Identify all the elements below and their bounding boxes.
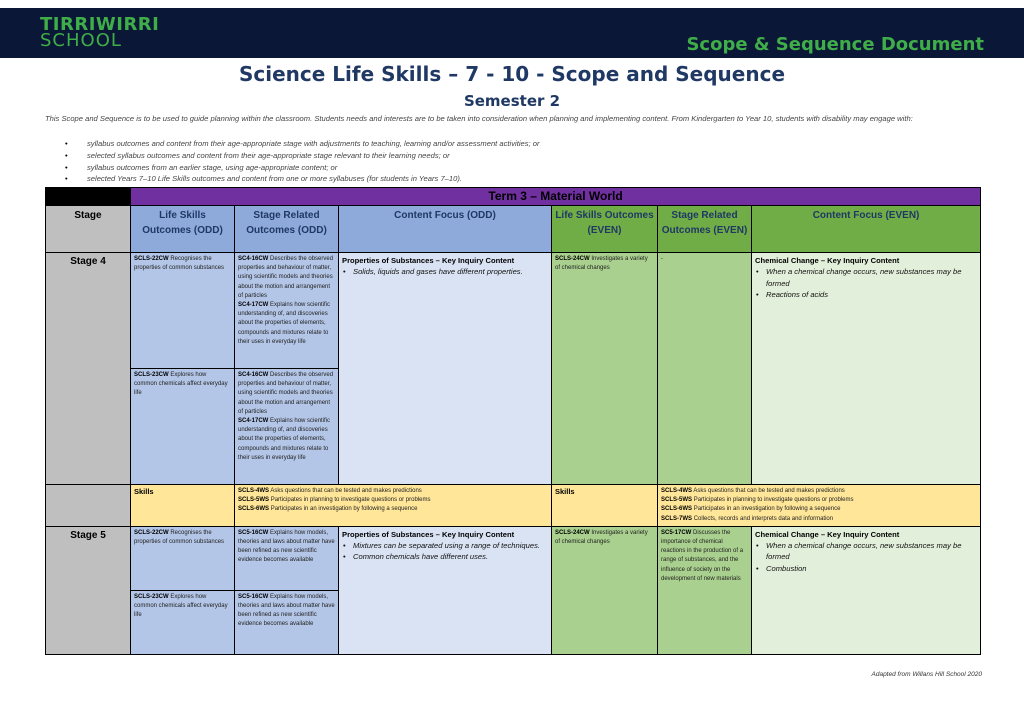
skills-odd — [235, 485, 552, 527]
stage5-ls-outcome-even — [552, 526, 658, 654]
stage-4-label: Stage 4 — [46, 253, 131, 485]
header-stage: Stage — [46, 206, 131, 253]
outcome-text: Explores how common chemicals affect everyday life — [134, 593, 228, 619]
content-focus-item: • Mixtures can be separated using a range of techniques. — [342, 540, 548, 552]
content-focus-item: • Solids, liquids and gases have different properties. — [342, 266, 548, 278]
stage5-content-focus-even — [752, 526, 981, 654]
header-row — [46, 206, 981, 253]
outcome-code: SCLS-23CW — [134, 372, 169, 378]
corner-cell — [46, 188, 131, 206]
content-focus-list — [342, 540, 548, 563]
skill-line: SCLS-7WS Collects, records and interprets data and information — [661, 515, 834, 522]
stage-5-label: Stage 5 — [46, 526, 131, 654]
header-sr-odd: Stage Related Outcomes (ODD) — [235, 206, 339, 253]
table-row — [46, 253, 981, 369]
stage5-ls-outcome-2 — [131, 590, 235, 654]
content-focus-list — [755, 266, 977, 301]
header-ls-even: Life Skills Outcomes (EVEN) — [552, 206, 658, 253]
outcome-text: Explains how scientific understanding of, and discoveries about the properties of elements, compounds and mixtures relate to their uses in everyday life — [238, 302, 331, 345]
skills-even — [658, 485, 981, 527]
outcome-text: Investigates a variety of chemical changes — [555, 529, 648, 546]
stage4-content-focus-even — [752, 253, 981, 485]
outcome-text: Describes the observed properties and behaviour of matter, using scientific models and theories about the motion and arrangement of particles — [238, 372, 334, 415]
stage5-sr-outcome-2 — [235, 590, 339, 654]
outcome-code: SC4-17CW — [238, 302, 269, 309]
content-focus-item: • When a chemical change occurs, new substances may be formed — [755, 540, 977, 563]
header-sr-even: Stage Related Outcomes (EVEN) — [658, 206, 752, 253]
school-logo — [40, 14, 160, 51]
intro-bullet: • syllabus outcomes from an earlier stage, using age-appropriate content; or — [65, 162, 965, 174]
outcome-text: Explains how models, theories and laws about matter have been refined as new scientific evidence becomes available — [238, 593, 335, 628]
outcome-text: Describes the observed properties and behaviour of matter, using scientific models and theories about the motion and arrangement of particles — [238, 256, 334, 299]
outcome-code: SC5-17CW — [661, 529, 692, 536]
term-title: Term 3 – Material World — [131, 188, 981, 206]
term-row — [46, 188, 981, 206]
content-focus-item: • When a chemical change occurs, new substances may be formed — [755, 266, 977, 289]
intro-bullet-list — [65, 138, 965, 185]
skill-line: SCLS-5WS Participates in planning to investigate questions or problems — [238, 497, 431, 504]
stage4-ls-outcome-2 — [131, 369, 235, 485]
stage4-ls-outcome-1 — [131, 253, 235, 369]
outcome-code: SCLS-24CW — [555, 529, 590, 536]
outcome-text: Investigates a variety of chemical changes — [555, 256, 648, 272]
content-focus-item: • Combustion — [755, 563, 977, 575]
outcome-code: SC4-17CW — [238, 418, 269, 425]
header-ls-odd: Life Skills Outcomes (ODD) — [131, 206, 235, 253]
skills-row — [46, 485, 981, 527]
content-focus-title: Chemical Change – Key Inquiry Content — [755, 256, 900, 265]
outcome-text: Explains how models, theories and laws about matter have been refined as new scientific evidence becomes available — [238, 529, 335, 564]
outcome-code: SCLS-24CW — [555, 256, 590, 262]
content-focus-item: • Reactions of acids — [755, 289, 977, 301]
scope-sequence-table — [45, 187, 981, 655]
intro-bullet: • syllabus outcomes and content from their age-appropriate stage with adjustments to teaching, learning and/or assessment activities; or — [65, 138, 965, 150]
skill-line: SCLS-4WS Asks questions that can be tested and makes predictions — [661, 488, 845, 494]
outcome-code: SCLS-22CW — [134, 529, 169, 536]
header-cf-odd: Content Focus (ODD) — [339, 206, 552, 253]
outcome-text: Explains how scientific understanding of, and discoveries about the properties of elements, compounds and mixtures relate to their uses in everyday life — [238, 418, 331, 461]
logo-line-2: SCHOOL — [40, 30, 122, 51]
document-label: Scope & Sequence Document — [686, 34, 984, 55]
page-title: Science Life Skills – 7 - 10 - Scope and Sequence — [238, 62, 786, 86]
stage5-ls-outcome-1 — [131, 526, 235, 590]
skills-label-odd: Skills — [131, 485, 235, 527]
outcome-text: Explores how common chemicals affect everyday life — [134, 372, 228, 397]
outcome-text: Recognises the properties of common substances — [134, 529, 225, 546]
stage4-ls-outcome-even — [552, 253, 658, 485]
footer-credit: Adapted from Willans Hill School 2020 — [871, 671, 982, 678]
logo-line-1: TIRRIWIRRI — [40, 14, 160, 35]
outcome-text: Discusses the importance of chemical reactions in the production of a range of substances, and the influence of society on the development of new materials — [661, 529, 744, 582]
content-focus-list — [755, 540, 977, 575]
outcome-code: SC5-16CW — [238, 593, 269, 600]
outcome-text: Recognises the properties of common substances — [134, 256, 225, 272]
stage4-sr-outcome-even — [658, 253, 752, 485]
content-focus-title: Properties of Substances – Key Inquiry Content — [342, 256, 515, 265]
header-cf-even: Content Focus (EVEN) — [752, 206, 981, 253]
outcome-code: SC4-16CW — [238, 372, 269, 378]
stage5-content-focus-odd — [339, 526, 552, 654]
stage4-content-focus-odd — [339, 253, 552, 485]
intro-bullet: • selected syllabus outcomes and content from their age-appropriate stage relevant to their learning needs; or — [65, 150, 965, 162]
table-row — [46, 526, 981, 590]
skill-line: SCLS-6WS Participates in an investigation by following a sequence — [661, 506, 841, 513]
content-focus-title: Chemical Change – Key Inquiry Content — [755, 529, 900, 539]
outcome-code: SC5-16CW — [238, 529, 269, 536]
outcome-code: SC4-16CW — [238, 256, 269, 262]
outcome-text: - — [661, 256, 663, 262]
outcome-code: SCLS-22CW — [134, 256, 169, 262]
skill-line: SCLS-5WS Participates in planning to investigate questions or problems — [661, 497, 854, 504]
stage4-sr-outcome-1 — [235, 253, 339, 369]
skills-label-even: Skills — [552, 485, 658, 527]
intro-paragraph: This Scope and Sequence is to be used to guide planning within the classroom. Students needs and interests are to be taken into consideration when planning and implementing content. From Kindergarten to Year 10, students with disability may engage with: — [45, 114, 913, 123]
content-focus-list — [342, 266, 548, 278]
header-bar — [0, 8, 1024, 58]
page-subtitle: Semester 2 — [463, 92, 561, 110]
skill-line: SCLS-4WS Asks questions that can be tested and makes predictions — [238, 488, 422, 494]
skill-line: SCLS-6WS Participates in an investigation by following a sequence — [238, 506, 418, 513]
stage5-sr-outcome-1 — [235, 526, 339, 590]
content-focus-title: Properties of Substances – Key Inquiry Content — [342, 529, 515, 539]
content-focus-item: • Common chemicals have different uses. — [342, 551, 548, 563]
skills-stage-cell — [46, 485, 131, 527]
intro-bullet: • selected Years 7–10 Life Skills outcomes and content from one or more syllabuses (for students in Years 7–10). — [65, 173, 965, 185]
outcome-code: SCLS-23CW — [134, 593, 169, 600]
stage5-sr-outcome-even — [658, 526, 752, 654]
stage4-sr-outcome-2 — [235, 369, 339, 485]
